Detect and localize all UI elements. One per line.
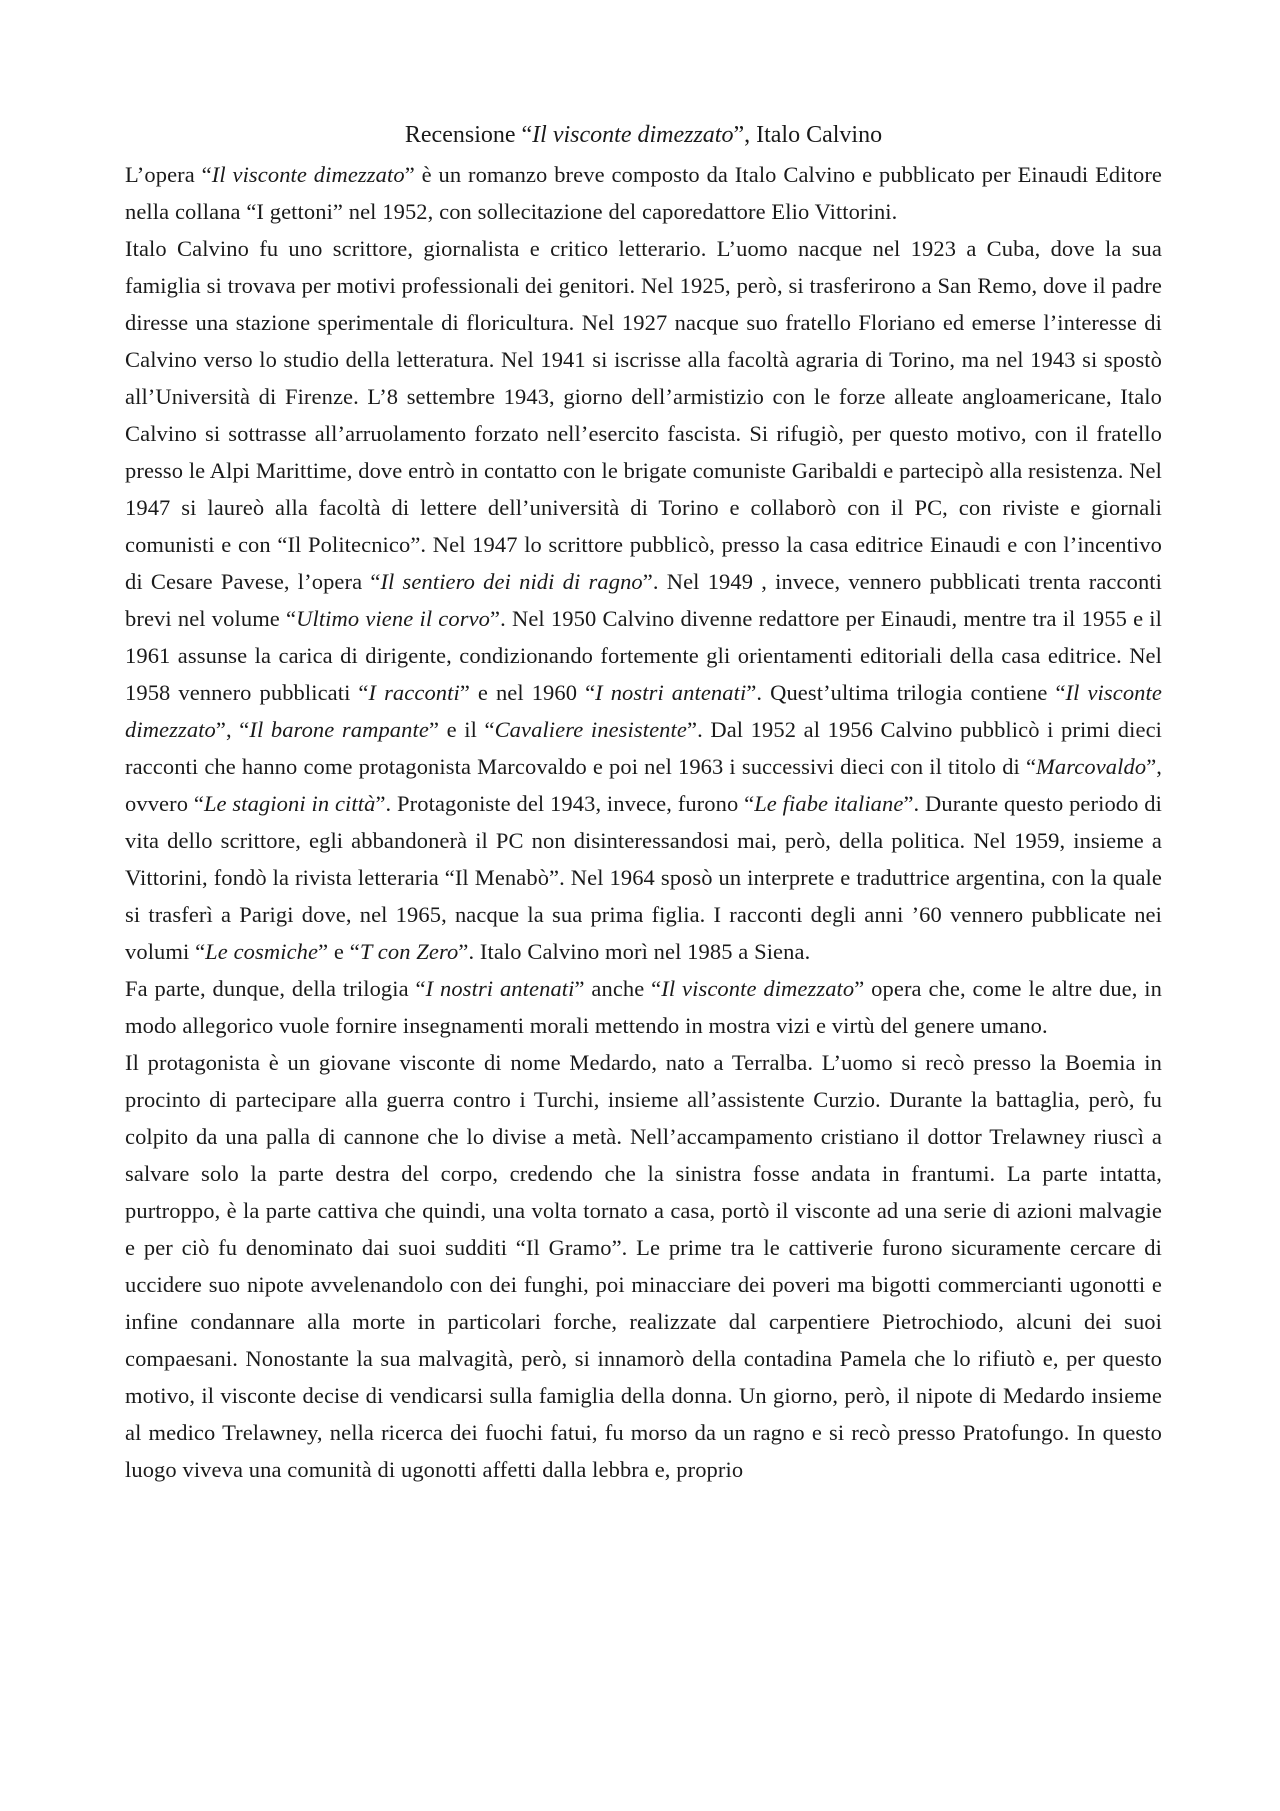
text-run: ”, ovvero “ <box>125 754 1162 816</box>
document-body <box>125 156 1162 1488</box>
italic-title-run: Le fiabe italiane <box>754 791 904 816</box>
text-run: Il protagonista è un giovane visconte di nome Medardo, nato a Terralba. L’uomo si recò presso la Boemia in procinto di partecipare alla guerra contro i Turchi, insieme all’assistente Curzio. Durante la battaglia, però, fu colpito da una palla di cannone che lo divise a metà. Nell’accampamento cristiano il dottor Trelawney riuscì a salvare solo la parte destra del corpo, credendo che la sinistra fosse andata in frantumi. La parte intatta, purtroppo, è la parte cattiva che quindi, una volta tornato a casa, portò il visconte ad una serie di azioni malvagie e per ciò fu denominato dai suoi sudditi “Il Gramo”. Le prime tra le cattiverie furono sicuramente cercare di uccidere suo nipote avvelenandolo con dei funghi, poi minacciare dei poveri ma bigotti commercianti ugonotti e infine condannare alla morte in particolari forche, realizzate dal carpentiere Pietrochiodo, alcuni dei suoi compaesani. Nonostante la sua malvagità, però, si innamorò della contadina Pamela che lo rifiutò e, per questo motivo, il visconte decise di vendicarsi sulla famiglia della donna. Un giorno, però, il nipote di Medardo insieme al medico Trelawney, nella ricerca dei fuochi fatui, fu morso da un ragno e si recò presso Pratofungo. In questo luogo viveva una comunità di ugonotti affetti dalla lebbra e, proprio <box>125 1050 1162 1482</box>
text-run: ” anche “ <box>574 976 662 1001</box>
italic-title-run: Marcovaldo <box>1036 754 1147 779</box>
text-run: ” opera che, come le altre due, in modo allegorico vuole fornire insegnamenti morali mettendo in mostra vizi e virtù del genere umano. <box>125 976 1162 1038</box>
text-run: ”. Durante questo periodo di vita dello scrittore, egli abbandonerà il PC non disinteressandosi mai, però, della politica. Nel 1959, insieme a Vittorini, fondò la rivista letteraria “Il Menabò”. Nel 1964 sposò un interprete e traduttrice argentina, con la quale si trasferì a Parigi dove, nel 1965, nacque la sua prima figlia. I racconti degli anni ’60 vennero pubblicate nei volumi “ <box>125 791 1162 964</box>
italic-title-run: Il visconte dimezzato <box>125 680 1162 742</box>
text-run: ”, “ <box>215 717 250 742</box>
paragraph <box>125 1044 1162 1488</box>
text-run: ”. Protagoniste del 1943, invece, furono “ <box>375 791 755 816</box>
text-run: ”. Italo Calvino morì nel 1985 a Siena. <box>458 939 811 964</box>
text-run: ” è un romanzo breve composto da Italo Calvino e pubblicato per Einaudi Editore nella collana “I gettoni” nel 1952, con sollecitazione del caporedattore Elio Vittorini. <box>125 162 1162 224</box>
text-run: ”. Dal 1952 al 1956 Calvino pubblicò i primi dieci racconti che hanno come protagonista Marcovaldo e poi nel 1963 i successivi dieci con il titolo di “ <box>125 717 1163 779</box>
text-run: ” e il “ <box>428 717 495 742</box>
text-run: ”. Quest’ultima trilogia contiene “ <box>746 680 1066 705</box>
text-run: ”. Nel 1949 , invece, vennero pubblicati trenta racconti brevi nel volume “ <box>125 569 1163 631</box>
text-run: L’opera “ <box>125 162 212 187</box>
italic-title-run: Il sentiero dei nidi di ragno <box>380 569 643 594</box>
document-title <box>125 120 1162 150</box>
paragraph <box>125 156 1162 230</box>
title-work-name: Il visconte dimezzato <box>532 122 734 148</box>
title-suffix: ”, Italo Calvino <box>733 122 883 148</box>
title-prefix: Recensione “ <box>404 122 533 148</box>
text-run: ” e “ <box>318 939 360 964</box>
italic-title-run: Il visconte dimezzato <box>661 976 855 1001</box>
text-run: Fa parte, dunque, della trilogia “ <box>125 976 426 1001</box>
text-run: ”. Nel 1950 Calvino divenne redattore per Einaudi, mentre tra il 1955 e il 1961 assunse la carica di dirigente, condizionando fortemente gli orientamenti editoriali della casa editrice. Nel 1958 vennero pubblicati “ <box>125 606 1163 705</box>
italic-title-run: I nostri antenati <box>425 976 575 1001</box>
italic-title-run: I nostri antenati <box>595 680 747 705</box>
italic-title-run: T con Zero <box>359 939 459 964</box>
italic-title-run: I racconti <box>368 680 460 705</box>
italic-title-run: Le cosmiche <box>205 939 319 964</box>
text-run: ” e nel 1960 “ <box>459 680 596 705</box>
paragraph <box>125 230 1162 970</box>
italic-title-run: Il visconte dimezzato <box>211 162 405 187</box>
text-run: Italo Calvino fu uno scrittore, giornalista e critico letterario. L’uomo nacque nel 1923 a Cuba, dove la sua famiglia si trovava per motivi professionali dei genitori. Nel 1925, però, si trasferirono a San Remo, dove il padre diresse una stazione sperimentale di floricultura. Nel 1927 nacque suo fratello Floriano ed emerse l’interesse di Calvino verso lo studio della letteratura. Nel 1941 si iscrisse alla facoltà agraria di Torino, ma nel 1943 si spostò all’Università di Firenze. L’8 settembre 1943, giorno dell’armistizio con le forze alleate angloamericane, Italo Calvino si sottrasse all’arruolamento forzato nell’esercito fascista. Si rifugiò, per questo motivo, con il fratello presso le Alpi Marittime, dove entrò in contatto con le brigate comuniste Garibaldi e partecipò alla resistenza. Nel 1947 si laureò alla facoltà di lettere dell’università di Torino e collaborò con il PC, con riviste e giornali comunisti e con “Il Politecnico”. Nel 1947 lo scrittore pubblicò, presso la casa editrice Einaudi e con l’incentivo di Cesare Pavese, l’opera “ <box>125 236 1162 594</box>
italic-title-run: Le stagioni in città <box>203 791 376 816</box>
italic-title-run: Il barone rampante <box>249 717 429 742</box>
paragraph <box>125 970 1162 1044</box>
italic-title-run: Ultimo viene il corvo <box>296 606 491 631</box>
italic-title-run: Cavaliere inesistente <box>494 717 687 742</box>
